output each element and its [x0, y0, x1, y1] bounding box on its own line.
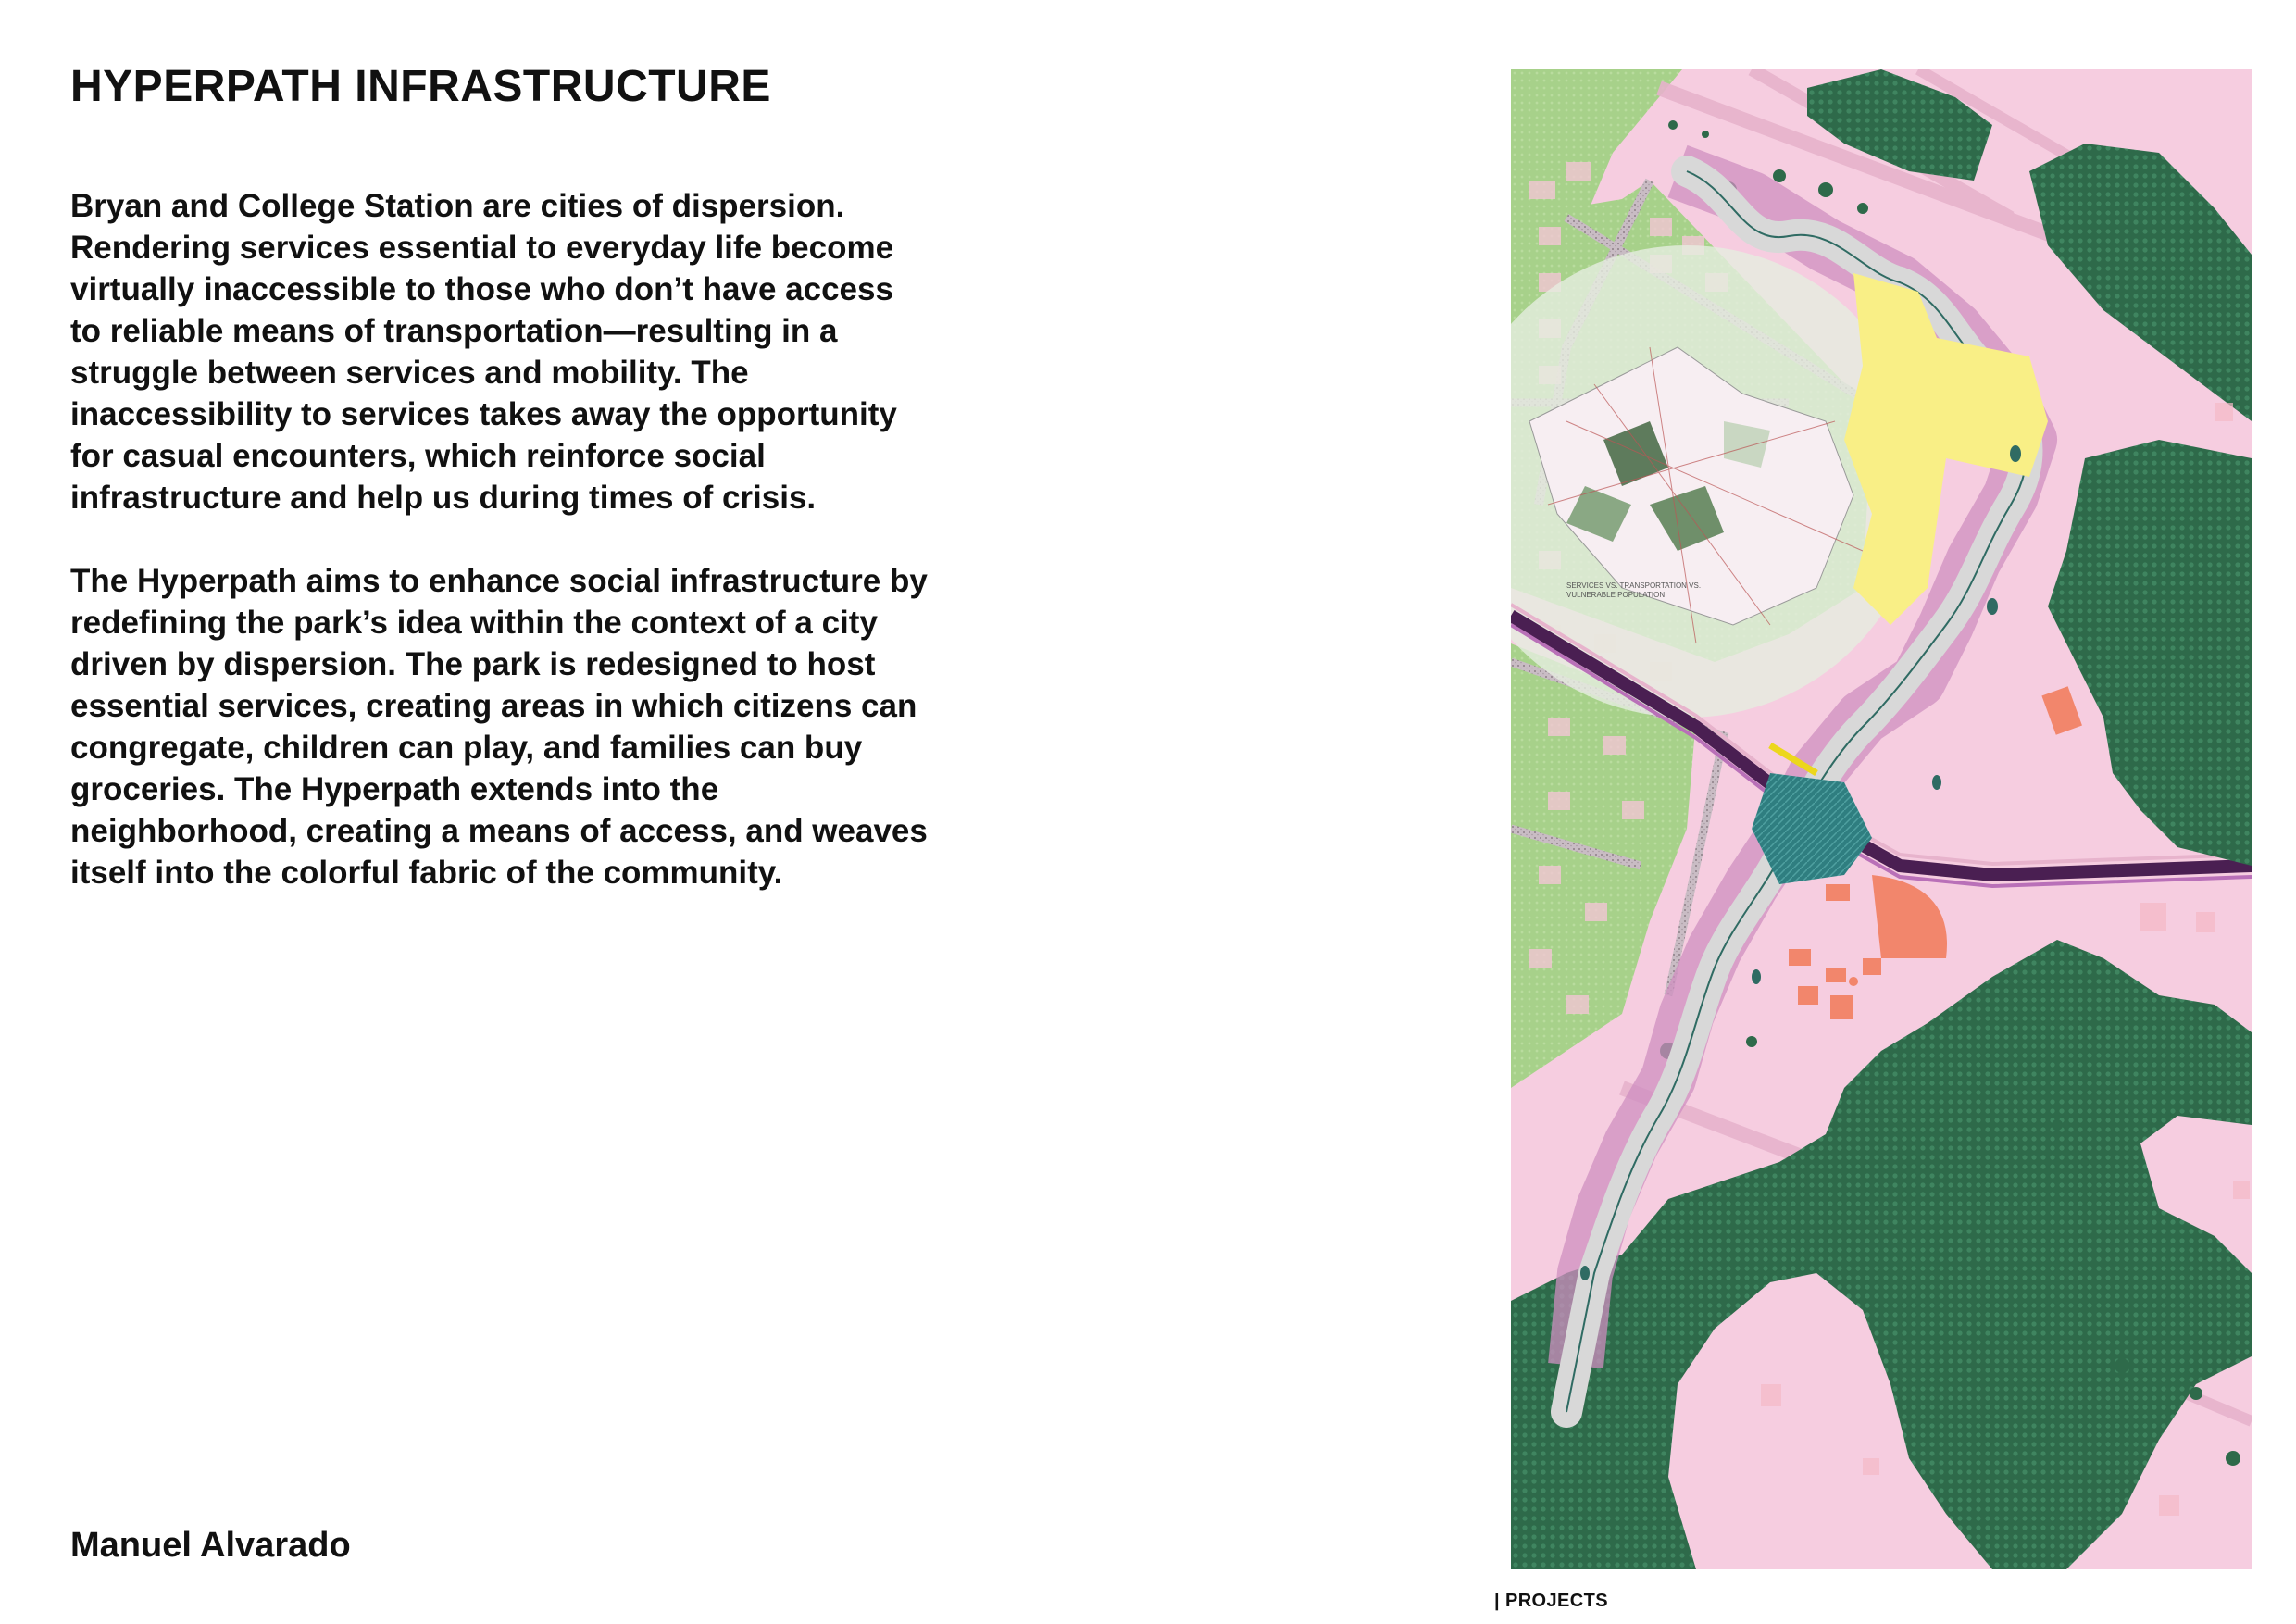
- projects-footer-label: | PROJECTS: [1494, 1591, 1608, 1611]
- inset-caption-line-1: SERVICES VS. TRANSPORTATION VS.: [1566, 581, 1702, 590]
- author-name: Manuel Alvarado: [70, 1526, 351, 1565]
- site-plan-map: [1511, 69, 2252, 1569]
- intro-paragraph: Bryan and College Station are cities of dispersion. Rendering services essential to everyday life become virtually inaccessible to those who don’t have access to reliable means of transportation—resulting in a struggle between services and mobility. The inaccessibility to services takes away the opportunity for casual encounters, which reinforce social infrastructure and help us during times of crisis.: [70, 188, 897, 516]
- body-text: [70, 185, 931, 935]
- inset-caption-line-2: VULNERABLE POPULATION: [1566, 591, 1666, 599]
- page-title: HYPERPATH INFRASTRUCTURE: [70, 62, 771, 111]
- hyperpath-paragraph: The Hyperpath aims to enhance social infrastructure by redefining the park’s idea within the context of a city driven by dispersion. The park is redesigned to host essential services, creating areas in which citizens can congregate, children can play, and families can buy groceries. The Hyperpath extends into the neighborhood, creating a means of access, and weaves itself into the colorful fabric of the community.: [70, 563, 928, 891]
- site-plan-illustration: [1511, 69, 2252, 1569]
